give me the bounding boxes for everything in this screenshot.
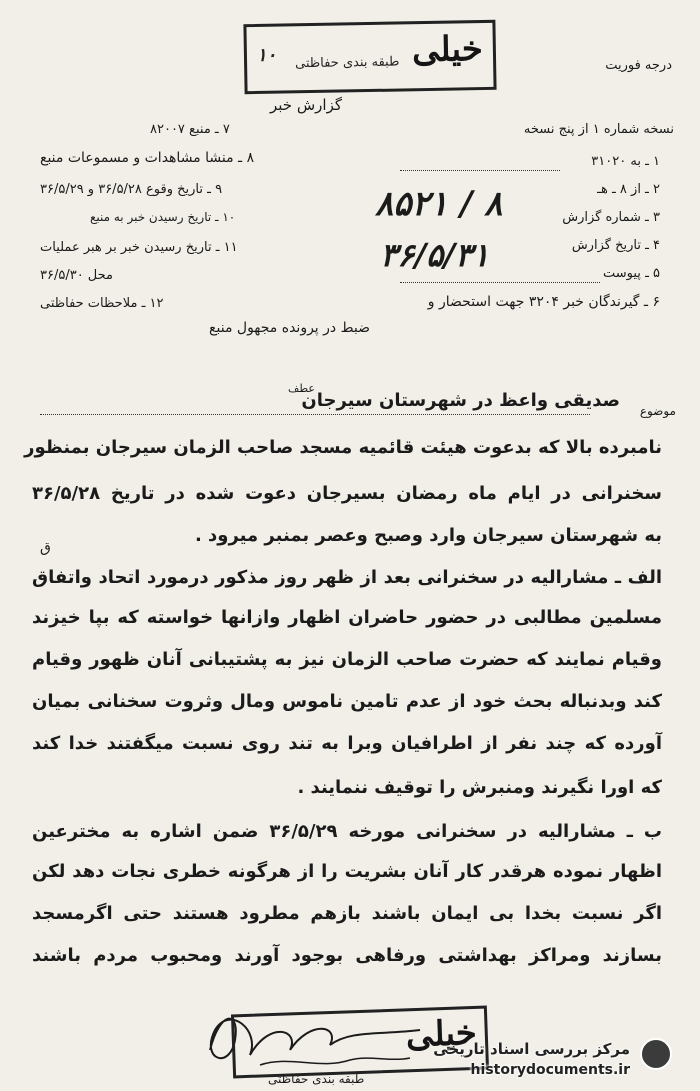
handwritten-number: ۸۵۲۱ / ۸ (375, 184, 503, 224)
field-source: ۷ ـ منبع ۸۲۰۰۷ (150, 122, 230, 137)
body-line: که اورا نگیرند ومنبرش را توقیف ننمایند . (297, 777, 662, 798)
stamp-word: خیلی (411, 29, 484, 71)
handwritten-date: ۳۶/۵/۳۱ (380, 236, 490, 274)
field-to: ۱ ـ به ۳۱۰۲۰ (591, 154, 660, 169)
watermark-url: historydocuments.ir (470, 1062, 630, 1078)
subject-text: صدیقی واعظ در شهرستان سیرجان (301, 390, 620, 411)
stamp-word: خیلی (405, 1012, 478, 1056)
field-event-date: ۹ ـ تاریخ وقوع ۳۶/۵/۲۸ و ۳۶/۵/۲۹ (40, 182, 223, 197)
body-line: اظهار نموده هرقدر کار آنان بشریت را از هرگونه خطری نجات دهد لکن (32, 861, 662, 882)
field-ops-date: ۱۱ ـ تاریخ رسیدن خبر بر هبر عملیات (40, 240, 238, 255)
body-line: مسلمین مطالبی در حضور حاضران اظهار وازانها خواسته که بپا خیزند (32, 607, 662, 628)
field-report-date: ۴ ـ تاریخ گزارش (571, 238, 660, 253)
field-security-notes: ۱۲ ـ ملاحظات حفاظتی (40, 296, 164, 311)
body-line: کند وبدنباله بحث خود از عدم تامین ناموس ومال وثروت سخنانی بمیان (32, 691, 662, 712)
stamp-bottom-classification: طبقه بندی حفاظتی (268, 1072, 365, 1086)
field-from: ۲ ـ از ۸ ـ هـ (597, 182, 660, 197)
copy-line: نسخه شماره ۱ از پنج نسخه (523, 122, 674, 137)
watermark-title: مرکز بررسی اسناد تاریخی (433, 1040, 630, 1058)
field-place: محل ۳۶/۵/۳۰ (40, 268, 114, 283)
body-line: نامبرده بالا که بدعوت هیئت قائمیه مسجد صاحب الزمان سیرجان بمنظور (24, 437, 662, 458)
body-line: اگر نسبت بخدا بی ایمان باشند بازهم مطرود هستند حتی اگرمسجد (32, 903, 662, 924)
archive-logo-icon (640, 1038, 672, 1070)
body-line: سخنرانی در ایام ماه رمضان بسیرجان دعوت شده در تاریخ ۳۶/۵/۲۸ (32, 483, 662, 504)
field-recipients-cont: ضبط در پرونده مجهول منبع (209, 320, 370, 336)
subject-insert: عطف (288, 382, 315, 395)
body-line: بسازند ومراکز بهداشتی ورفاهی بوجود آورند ومحبوب مردم باشند (32, 945, 662, 966)
field-recipients: ۶ ـ گیرندگان خبر ۳۲۰۴ جهت استحضار و (427, 294, 660, 310)
field-report-number: ۳ ـ شماره گزارش (562, 210, 660, 225)
report-title: گزارش خبر (270, 96, 342, 114)
priority-label: درجه فوریت (605, 58, 672, 73)
body-line: ب ـ مشارالیه در سخنرانی مورخه ۳۶/۵/۲۹ ضمن اشاره به مخترعین (32, 821, 662, 842)
stamp-handmark: ۱۰ (256, 44, 277, 66)
classification-stamp-top (243, 20, 496, 94)
stamp-classification: طبقه بندی حفاظتی (294, 54, 400, 72)
body-line: به شهرستان سیرجان وارد وصبح وعصر بمنبر میرود . (194, 525, 662, 546)
body-line: وقیام نمایند که حضرت صاحب الزمان نیز به پشتیبانی آنان ظهور وقیام (32, 649, 662, 670)
corner-note: ق (40, 540, 51, 556)
body-line: الف ـ مشارالیه در سخنرانی بعد از ظهر روز مذکور درمورد اتحاد واتفاق (32, 567, 662, 588)
subject-label: موضوع (639, 404, 676, 418)
field-source-date: ۱۰ ـ تاریخ رسیدن خبر به منبع (90, 210, 236, 224)
body-line: آورده که چند نفر از اطرافیان وبرا به تند روی نسبت میگفتند خدا کند (32, 733, 662, 754)
field-attachment: ۵ ـ پیوست (603, 266, 660, 281)
field-origin: ۸ ـ منشا مشاهدات و مسموعات منبع (40, 150, 255, 166)
